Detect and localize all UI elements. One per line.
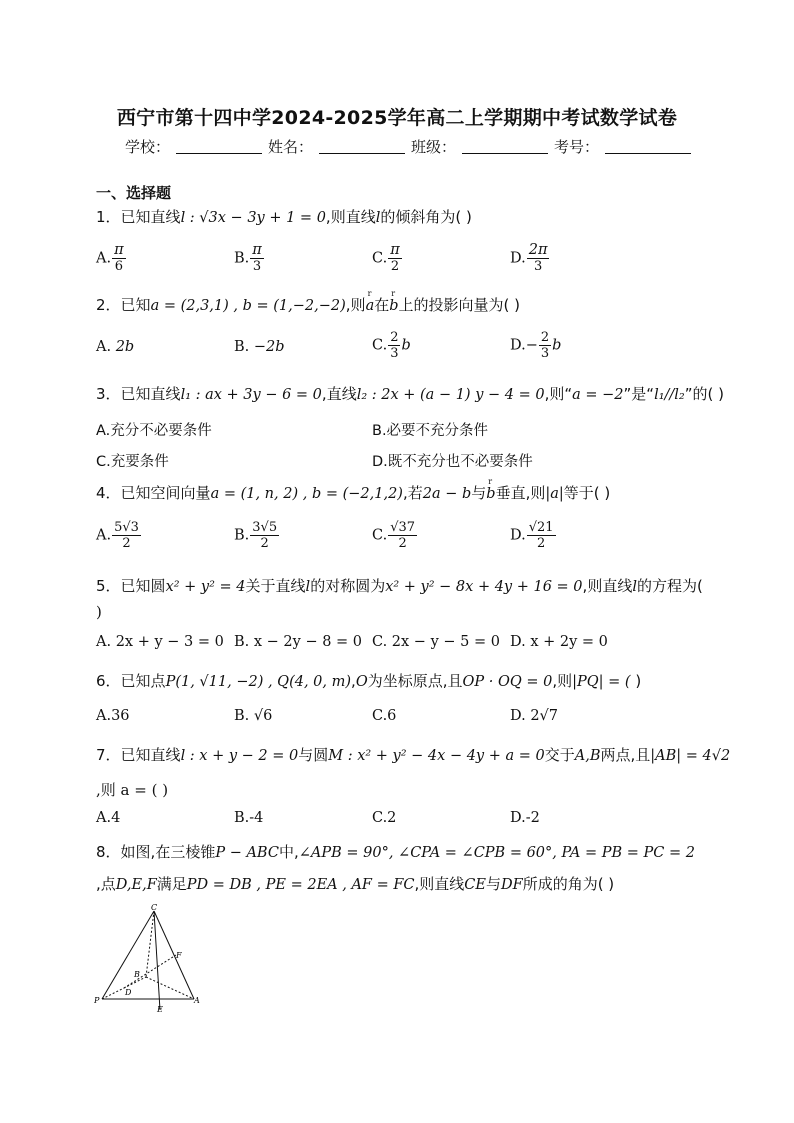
q4-option-a-label: A. [96,527,112,544]
q6-text-comma: , [351,672,356,690]
q2-option-a-label: A. [96,339,112,355]
q1-option-b[interactable] [234,243,265,274]
q8-math-vectors: PD = DB , PE = 2EA , AF = FC [186,877,415,893]
q6-math-pq: |PQ| = ( [572,674,631,690]
q6-option-b[interactable]: B. √6 [234,708,273,724]
q4-a-den: 2 [122,536,131,551]
q5-math-l: l [305,579,311,595]
q2-a-value: 2b [115,339,135,355]
q2-text-in: 在 [374,296,390,314]
class-label: 班级： [411,138,457,156]
q1-option-d-label: D. [510,250,526,267]
q5-text-pre: 已知圆 [120,577,166,595]
q7-option-c[interactable]: C.2 [372,810,397,826]
exam-title: 西宁市第十四中学2024-2025学年高二上学期期中考试数学试卷 [116,107,678,129]
question-7 [96,744,730,765]
q4-option-d-label: D. [510,527,526,544]
q4-option-b[interactable] [234,520,280,551]
q1-option-c-label: C. [372,250,388,267]
q1-a-num: π [114,242,124,258]
q5-math-l2: l [632,579,637,595]
edge-ca [154,911,194,999]
q1-a-den: 6 [114,259,123,274]
q3-text-mid3: ”是“ [623,385,655,403]
q3-math-a: a = −2 [572,387,624,403]
q4-c-num: √37 [390,520,416,535]
question-1 [96,206,472,227]
q6-math-o: O [355,674,368,690]
q5-option-b[interactable]: B. x − 2y − 8 = 0 [234,634,363,650]
q8-cont-and: 与 [485,875,501,893]
q3-text-post: ”的( ) [684,385,724,403]
q3-option-a[interactable]: A.充分不必要条件 [96,423,212,439]
q4-text-pre: 已知空间向量 [120,484,211,502]
q1-b-den: 3 [252,259,262,274]
q3-text-mid: ,直线 [321,385,357,403]
q1-num: 1． [96,208,121,226]
q6-text-post: ) [630,672,642,690]
q8-text-mid: 中, [278,843,299,861]
q6-num: 6． [96,672,121,690]
q4-math-abs-a: |a| [545,486,564,502]
q8-math-def: D,E,F [115,877,157,893]
label-b: B [134,970,140,979]
name-blank[interactable] [319,139,405,154]
q7-num: 7． [96,746,121,764]
line-df [124,955,176,988]
q6-math-points: P(1, √11, −2) , Q(4, 0, m) [165,674,352,690]
q4-text-perp: 垂直,则 [495,484,546,502]
q2-d-den: 3 [540,346,550,361]
q5-num: 5． [96,577,121,595]
q4-option-c-label: C. [372,527,388,544]
q7-math-line: l : x + y − 2 = 0 [180,748,299,764]
q8-math-ce: CE [464,877,486,893]
q1-option-b-label: B. [234,250,250,267]
q2-option-c[interactable] [372,330,411,361]
student-info-line [125,136,697,157]
q5-text-post: 的方程为( [636,577,703,595]
q2-text-post: 上的投影向量为( ) [398,296,521,314]
q4-vec-b: r b [486,486,495,502]
q5-text-mid2: 的对称圆为 [310,577,386,595]
q3-math-l1: l₁ : ax + 3y − 6 = 0 [180,387,322,403]
q2-math-vectors: a = (2,3,1) , b = (1,−2,−2) [150,298,346,314]
q8-cont-mid: 满足 [156,875,187,893]
number-label: 考号： [554,138,600,156]
tetrahedron-diagram [94,903,202,1013]
q6-text-pre: 已知点 [120,672,166,690]
q2-num: 2． [96,296,121,314]
q5-math-circle2: x² + y² − 8x + 4y + 16 = 0 [385,579,583,595]
edge-cb [146,911,154,977]
q8-cont-mid2: ,则直线 [414,875,465,893]
q7-math-ab: A,B [574,748,601,764]
q1-option-a[interactable] [96,243,127,274]
school-label: 学校： [125,138,171,156]
edge-ba [146,977,194,999]
label-c: C [151,903,158,912]
q8-continuation [96,873,614,894]
q4-math-2a-b: 2a − b [422,486,472,502]
q6-option-c[interactable]: C.6 [372,708,397,724]
question-5 [96,575,703,596]
q8-math-pyramid: P − ABC [215,845,279,861]
q1-option-d[interactable] [510,243,550,274]
label-e: E [157,1005,163,1013]
q2-option-d[interactable] [510,330,561,361]
question-3 [96,383,724,404]
q5-option-d[interactable]: D. x + 2y = 0 [510,634,608,650]
q2-option-d-label: D. [510,337,526,354]
q8-num: 8． [96,843,121,861]
q3-math-l2: l₂ : 2x + (a − 1) y − 4 = 0 [356,387,545,403]
q4-text-and: 与 [471,484,487,502]
q7-option-b[interactable]: B.-4 [234,810,264,826]
q3-text-pre: 已知直线 [120,385,181,403]
q2-d-sign: − [525,337,538,354]
q4-d-num: √21 [528,520,554,535]
q7-text-mid: 与圆 [298,746,329,764]
q6-text-mid2: 为坐标原点,且 [367,672,463,690]
q1-option-a-label: A. [96,250,112,267]
q7-option-a[interactable]: A.4 [96,810,121,826]
q3-num: 3． [96,385,121,403]
label-p: P [94,996,100,1005]
name-label: 姓名： [268,138,314,156]
q7-math-circle: M : x² + y² − 4x − 4y + a = 0 [328,748,545,764]
question-8 [96,841,695,862]
q2-c-num: 2 [390,330,399,345]
school-blank[interactable] [176,139,262,154]
q8-cont-post: 所成的角为( ) [522,875,615,893]
q4-option-c[interactable] [372,520,418,551]
q2-option-b[interactable] [234,339,285,355]
line-ce [154,911,160,1010]
q1-d-den: 3 [533,259,543,274]
q5-text-mid: 关于直线 [245,577,306,595]
class-blank[interactable] [462,139,548,154]
q8-math-df: DF [501,877,523,893]
q1-c-den: 2 [390,259,400,274]
q2-c-var: b [401,337,411,354]
q5-text-mid3: ,则直线 [582,577,633,595]
q6-text-mid3: ,则 [552,672,573,690]
q1-text-mid: ,则直线 [325,208,376,226]
q8-cont-pre: ,点 [96,875,116,893]
q3-math-parallel: l₁//l₂ [654,387,685,403]
q4-num: 4． [96,484,121,502]
q4-text-mid: ,若 [402,484,423,502]
label-d: D [125,988,132,997]
question-6 [96,670,641,691]
label-f: F [176,951,182,960]
q4-option-a[interactable] [96,520,142,551]
q5-option-a[interactable]: A. 2x + y − 3 = 0 [96,634,224,650]
q2-d-var: b [552,337,562,354]
q4-d-den: 2 [536,536,546,551]
q6-option-d[interactable]: D. 2√7 [510,708,559,724]
q2-option-c-label: C. [372,337,388,354]
q4-option-b-label: B. [234,527,250,544]
q4-b-den: 2 [260,536,269,551]
label-a: A [194,996,200,1005]
q2-b-value: −2b [253,339,285,355]
section-heading: 一、选择题 [96,184,172,202]
q5-continuation: ) [96,603,102,621]
q4-a-num: 5√3 [114,520,139,535]
question-2 [96,294,520,315]
q4-text-post: 等于( ) [563,484,611,502]
q4-option-d[interactable] [510,520,557,551]
q3-text-mid2: ,则“ [544,385,573,403]
q5-option-c[interactable]: C. 2x − y − 5 = 0 [372,634,500,650]
q2-d-num: 2 [540,330,550,345]
q1-option-c[interactable] [372,243,403,274]
q2-text-mid: ,则 [345,296,366,314]
q7-text-mid2: 交于 [544,746,575,764]
q1-c-num: π [390,242,400,258]
q1-text-post: 的倾斜角为( ) [380,208,472,226]
q4-math-vectors: a = (1, n, 2) , b = (−2,1,2) [210,486,403,502]
q8-math-angles: ∠APB = 90°, ∠CPA = ∠CPB = 60°, PA = PB = PC = 2 [298,845,695,861]
q7-math-abs-ab: |AB| = 4√2 [650,748,731,764]
q1-math-line: l : √3x − 3y + 1 = 0 [180,210,326,226]
q1-text-pre: 已知直线 [120,208,181,226]
q3-option-b[interactable]: B.必要不充分条件 [372,423,489,439]
number-blank[interactable] [605,139,691,154]
q2-vec-b: r b [389,298,398,314]
q2-vec-a: r a [366,298,375,314]
q2-text-pre: 已知 [120,296,151,314]
q2-option-a[interactable] [96,339,134,355]
q8-text-pre: 如图,在三棱锥 [120,843,216,861]
q1-b-num: π [252,242,262,258]
q1-math-l: l [375,210,381,226]
q7-option-d[interactable]: D.-2 [510,810,540,826]
q4-c-den: 2 [398,536,407,551]
q7-continuation: ,则 a = ( ) [96,781,169,799]
q7-text-pre: 已知直线 [120,746,181,764]
q1-d-num: 2π [528,242,548,258]
q3-option-d[interactable]: D.既不充分也不必要条件 [372,454,533,470]
q2-c-den: 3 [390,346,399,361]
q5-math-circle1: x² + y² = 4 [165,579,246,595]
q4-b-num: 3√5 [252,520,278,535]
q7-text-mid3: 两点,且 [600,746,651,764]
q3-option-c[interactable]: C.充要条件 [96,454,169,470]
q2-option-b-label: B. [234,339,250,355]
q6-math-dot: OP · OQ = 0 [462,674,553,690]
q6-option-a[interactable]: A.36 [96,708,130,724]
question-4 [96,482,610,503]
